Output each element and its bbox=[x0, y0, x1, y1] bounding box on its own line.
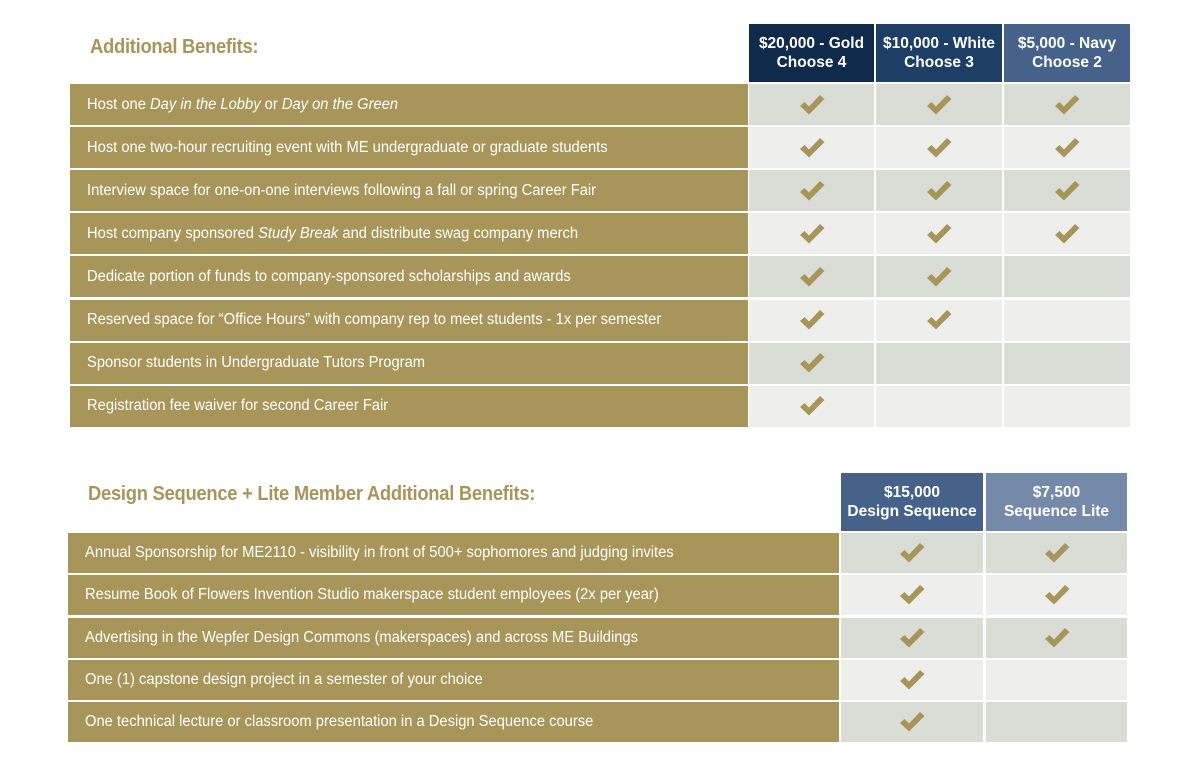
benefit-text: Reserved space for “Office Hours” with company rep to meet students - 1x per semester bbox=[87, 311, 662, 328]
additional-tier-cell-2 bbox=[1004, 170, 1130, 211]
check-icon bbox=[798, 308, 826, 332]
check-icon bbox=[798, 351, 826, 375]
additional-tier-cell-1 bbox=[876, 127, 1002, 168]
check-icon bbox=[1053, 179, 1081, 203]
design-tier-cell-0 bbox=[841, 618, 983, 658]
design-tier-cell-1 bbox=[986, 660, 1127, 700]
check-icon bbox=[1043, 583, 1071, 607]
design-tier-cell-0 bbox=[841, 575, 983, 615]
check-icon bbox=[925, 136, 953, 160]
check-icon bbox=[898, 626, 926, 650]
additional-tier-cell-0 bbox=[749, 170, 874, 211]
benefit-row-label bbox=[70, 256, 748, 297]
benefit-text: One (1) capstone design project in a semester of your choice bbox=[85, 670, 483, 688]
benefit-row-label bbox=[70, 213, 748, 254]
design-tier-cell-1 bbox=[986, 702, 1127, 742]
check-icon bbox=[898, 583, 926, 607]
additional-tier-cell-2 bbox=[1004, 386, 1130, 427]
check-icon bbox=[798, 222, 826, 246]
additional-tier-cell-1 bbox=[876, 84, 1002, 125]
additional-tier-cell-2 bbox=[1004, 343, 1130, 384]
check-icon bbox=[1053, 222, 1081, 246]
tier-header-navy-choose: Choose 2 bbox=[1032, 54, 1102, 71]
benefit-row-label bbox=[70, 300, 748, 341]
check-icon bbox=[1053, 136, 1081, 160]
tier-header-gold-price: $20,000 - Gold bbox=[758, 35, 865, 52]
check-icon bbox=[1053, 93, 1081, 117]
benefit-row-label bbox=[68, 660, 839, 700]
additional-tier-cell-0 bbox=[749, 386, 874, 427]
check-icon bbox=[925, 93, 953, 117]
design-tier-cell-1 bbox=[986, 618, 1127, 658]
tier-header-sequence-lite bbox=[986, 473, 1127, 531]
check-icon bbox=[798, 93, 826, 117]
tier-header-sequence-lite-price: $7,500 bbox=[1032, 484, 1081, 501]
benefit-row-label bbox=[68, 575, 839, 615]
benefit-text: Advertising in the Wepfer Design Commons (makerspaces) and across ME Buildings bbox=[85, 628, 638, 646]
benefit-row-label bbox=[70, 84, 748, 125]
benefit-row-label bbox=[70, 127, 748, 168]
benefit-row-label bbox=[70, 343, 748, 384]
additional-tier-cell-1 bbox=[876, 256, 1002, 297]
design-tier-cell-0 bbox=[841, 660, 983, 700]
check-icon bbox=[798, 136, 826, 160]
benefit-text: or bbox=[260, 95, 282, 113]
design-tier-cell-0 bbox=[841, 533, 983, 573]
additional-tier-cell-2 bbox=[1004, 127, 1130, 168]
benefit-row-label bbox=[70, 170, 748, 211]
check-icon bbox=[898, 541, 926, 565]
benefit-text: One technical lecture or classroom presentation in a Design Sequence course bbox=[85, 713, 594, 731]
additional-tier-cell-1 bbox=[876, 343, 1002, 384]
tier-header-white-choose: Choose 3 bbox=[904, 54, 974, 71]
additional-tier-cell-2 bbox=[1004, 84, 1130, 125]
tier-header-gold-choose: Choose 4 bbox=[776, 54, 847, 71]
benefit-text: Dedicate portion of funds to company-sponsored scholarships and awards bbox=[87, 267, 571, 285]
check-icon bbox=[798, 179, 826, 203]
check-icon bbox=[925, 222, 953, 246]
tier-header-design-sequence bbox=[841, 473, 983, 531]
design-tier-cell-0 bbox=[841, 702, 983, 742]
additional-tier-cell-2 bbox=[1004, 213, 1130, 254]
additional-tier-cell-1 bbox=[876, 170, 1002, 211]
benefit-text: and distribute swag company merch bbox=[338, 224, 579, 242]
design-sequence-title: Design Sequence + Lite Member Additional Benefits: bbox=[88, 483, 536, 505]
check-icon bbox=[798, 394, 826, 418]
additional-tier-cell-2 bbox=[1004, 300, 1130, 341]
additional-benefits-title: Additional Benefits: bbox=[90, 36, 259, 58]
tier-header-navy-price: $5,000 - Navy bbox=[1017, 35, 1117, 52]
check-icon bbox=[925, 308, 953, 332]
tier-header-sequence-lite-name: Sequence Lite bbox=[1003, 503, 1110, 520]
tier-header-design-sequence-name: Design Sequence bbox=[847, 503, 977, 520]
additional-tier-cell-0 bbox=[749, 343, 874, 384]
additional-tier-cell-0 bbox=[749, 213, 874, 254]
benefit-text: Host one bbox=[87, 95, 151, 113]
additional-tier-cell-1 bbox=[876, 386, 1002, 427]
benefit-text: Interview space for one-on-one interviews following a fall or spring Career Fair bbox=[87, 181, 597, 199]
tier-header-white bbox=[876, 24, 1002, 82]
design-tier-cell-1 bbox=[986, 575, 1127, 615]
benefit-text: Host company sponsored bbox=[87, 224, 259, 242]
check-icon bbox=[1043, 541, 1071, 565]
check-icon bbox=[898, 710, 926, 734]
benefit-text: Resume Book of Flowers Invention Studio makerspace student employees (2x per year) bbox=[85, 586, 659, 604]
check-icon bbox=[1043, 626, 1071, 650]
tier-header-gold bbox=[749, 24, 874, 82]
tier-header-design-sequence-price: $15,000 bbox=[883, 484, 941, 501]
benefit-row-label bbox=[70, 386, 748, 427]
tier-header-navy bbox=[1004, 24, 1130, 82]
additional-tier-cell-0 bbox=[749, 256, 874, 297]
additional-tier-cell-1 bbox=[876, 213, 1002, 254]
design-tier-cell-1 bbox=[986, 533, 1127, 573]
check-icon bbox=[925, 265, 953, 289]
additional-tier-cell-0 bbox=[749, 127, 874, 168]
check-icon bbox=[898, 668, 926, 692]
benefit-text: Annual Sponsorship for ME2110 - visibility in front of 500+ sophomores and judging invites bbox=[85, 544, 674, 561]
benefit-text: Host one two-hour recruiting event with ME undergraduate or graduate students bbox=[87, 138, 608, 156]
benefit-row-label bbox=[68, 618, 839, 658]
tier-header-white-price: $10,000 - White bbox=[883, 35, 995, 52]
benefit-emphasis-text: Study Break bbox=[258, 224, 339, 242]
benefit-emphasis-text: Day on the Green bbox=[281, 95, 399, 113]
benefit-row-label bbox=[68, 702, 839, 742]
additional-tier-cell-2 bbox=[1004, 256, 1130, 297]
additional-tier-cell-0 bbox=[749, 84, 874, 125]
additional-tier-cell-1 bbox=[876, 300, 1002, 341]
benefit-row-label bbox=[68, 533, 839, 573]
check-icon bbox=[925, 179, 953, 203]
benefit-text: Sponsor students in Undergraduate Tutors Program bbox=[87, 354, 426, 372]
benefit-emphasis-text: Day in the Lobby bbox=[150, 95, 261, 113]
benefit-text: Registration fee waiver for second Career Fair bbox=[87, 397, 389, 415]
check-icon bbox=[798, 265, 826, 289]
additional-tier-cell-0 bbox=[749, 300, 874, 341]
